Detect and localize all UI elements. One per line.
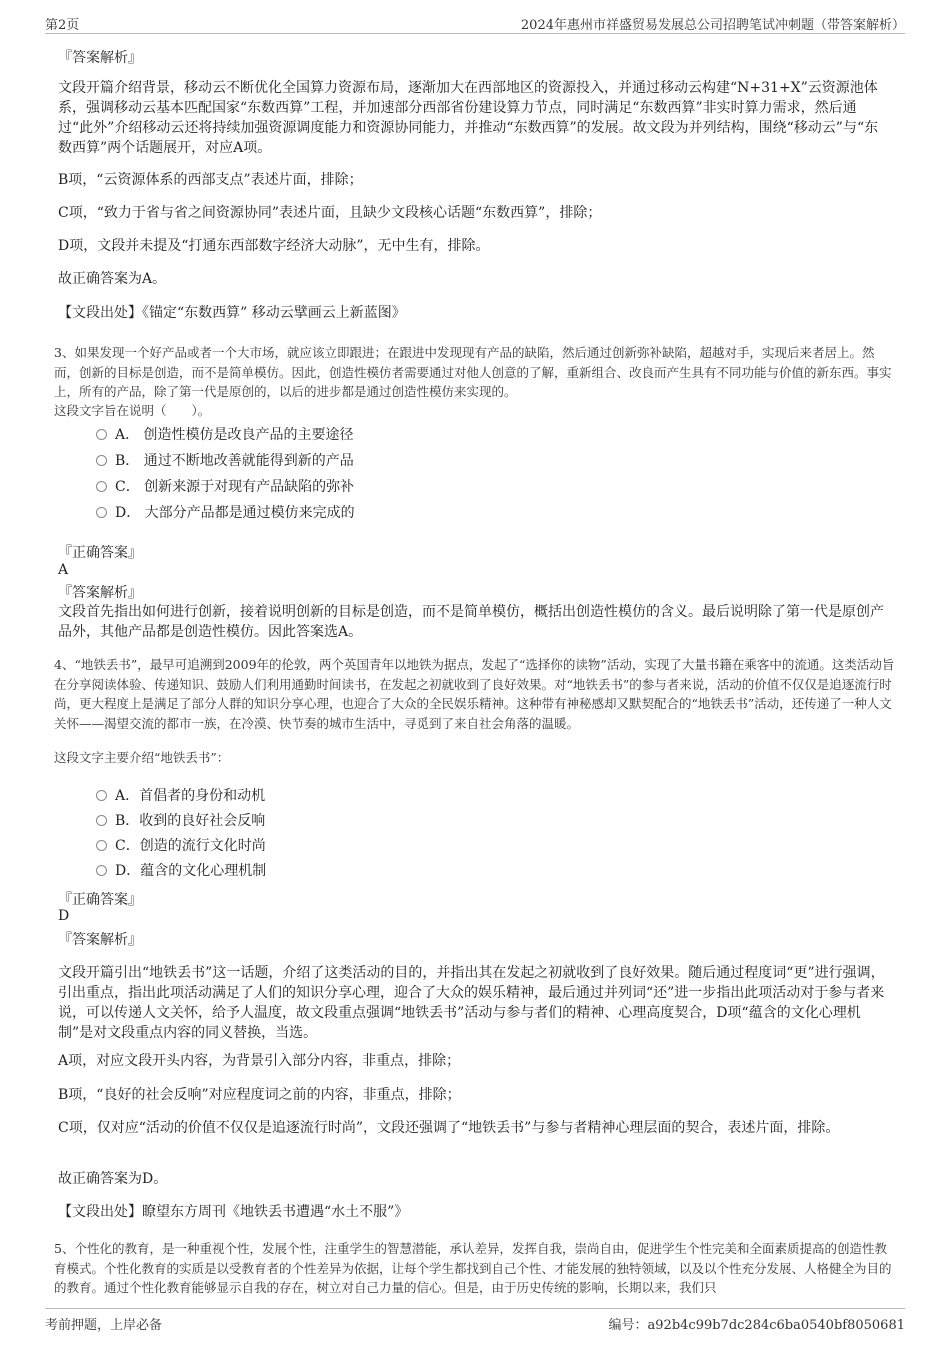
option-b-explanation: B项，“云资源体系的西部支点”表述片面，排除； bbox=[58, 172, 363, 188]
analysis-tag: 『答案解析』 bbox=[58, 50, 142, 66]
question-3-option-b[interactable]: B． 通过不断地改善就能得到新的产品 bbox=[96, 450, 354, 470]
question-4-answer: D bbox=[58, 908, 70, 924]
option-a-explanation: A项，对应文段开头内容，为背景引入部分内容，非重点，排除； bbox=[58, 1053, 461, 1069]
answer-tag: 『正确答案』 bbox=[58, 545, 142, 561]
conclusion: 故正确答案为D。 bbox=[58, 1171, 168, 1187]
option-b-explanation: B项，“良好的社会反响”对应程度词之前的内容，非重点，排除； bbox=[58, 1087, 461, 1103]
conclusion: 故正确答案为A。 bbox=[58, 271, 167, 287]
question-3-stem: 3、如果发现一个好产品或者一个大市场，就应该立即跟进；在跟进中发现现有产品的缺陷，然后通过创新弥补缺陷，超越对手，实现后来者居上。然而，创新的目标是创造，而不是简单模仿。因此，创造性模仿者需要通过对他人创意的了解，重新组合、改良而产生具有不同功能与价值的新东西。事实上，所有的产品，除了第一代是原创的，以后的进步都是通过创造性模仿来实现的。 bbox=[54, 345, 892, 399]
question-3-answer: A bbox=[58, 562, 69, 578]
header-rule bbox=[45, 33, 905, 34]
question-4-option-a[interactable]: A．首倡者的身份和动机 bbox=[96, 785, 265, 805]
source-citation: 【文段出处】瞭望东方周刊《地铁丢书遭遇“水土不服”》 bbox=[58, 1204, 409, 1220]
question-4-option-d[interactable]: D．蕴含的文化心理机制 bbox=[96, 860, 266, 880]
document-title: 2024年惠州市祥盛贸易发展总公司招聘笔试冲刺题（带答案解析） bbox=[520, 18, 905, 33]
radio-icon[interactable] bbox=[96, 507, 107, 518]
question-4-prompt: 这段文字主要介绍“地铁丢书”： bbox=[54, 750, 230, 765]
question-3-option-c[interactable]: C． 创新来源于对现有产品缺陷的弥补 bbox=[96, 476, 354, 496]
analysis-tag: 『答案解析』 bbox=[58, 585, 142, 601]
radio-icon[interactable] bbox=[96, 790, 107, 801]
question-3-option-d[interactable]: D． 大部分产品都是通过模仿来完成的 bbox=[96, 502, 355, 522]
question-4-option-c[interactable]: C．创造的流行文化时尚 bbox=[96, 835, 266, 855]
question-3-option-a[interactable]: A． 创造性模仿是改良产品的主要途径 bbox=[96, 424, 354, 444]
footer-code: 编号：a92b4c99b7dc284c6ba0540bf8050681 bbox=[608, 1318, 905, 1333]
option-c-explanation: C项，“致力于省与省之间资源协同”表述片面，且缺少文段核心话题“东数西算”，排除； bbox=[58, 205, 602, 221]
answer-tag: 『正确答案』 bbox=[58, 892, 142, 908]
source-citation: 【文段出处】《锚定“东数西算” 移动云擘画云上新蓝图》 bbox=[58, 305, 406, 321]
radio-icon[interactable] bbox=[96, 455, 107, 466]
radio-icon[interactable] bbox=[96, 429, 107, 440]
page-number: 第2页 bbox=[45, 18, 80, 33]
footer-slogan: 考前押题，上岸必备 bbox=[45, 1318, 163, 1333]
option-c-explanation: C项，仅对应“活动的价值不仅仅是追逐流行时尚”，文段还强调了“地铁丢书”与参与者精神心理层面的契合，表述片面，排除。 bbox=[58, 1120, 840, 1136]
question-3-prompt: 这段文字旨在说明（ ）。 bbox=[54, 403, 211, 418]
radio-icon[interactable] bbox=[96, 815, 107, 826]
radio-icon[interactable] bbox=[96, 840, 107, 851]
analysis-paragraph: 文段开篇介绍背景，移动云不断优化全国算力资源布局，逐渐加大在西部地区的资源投入，并通过移动云构建“N+31+X”云资源池体系，强调移动云基本匹配国家“东数西算”工程，并加速部分西部省份建设算力节点，同时满足“东数西算”非实时算力需求，然后通过“此外”介绍移动云还将持续加强资源调度能力和资源协同能力，并推动“东数西算”的发展。故文段为并列结构，围绕“移动云”与“东数西算”两个话题展开，对应A项。 bbox=[58, 80, 879, 156]
radio-icon[interactable] bbox=[96, 481, 107, 492]
option-d-explanation: D项，文段并未提及“打通东西部数字经济大动脉”，无中生有，排除。 bbox=[58, 238, 490, 254]
footer-rule bbox=[45, 1308, 905, 1309]
question-4-analysis: 文段开篇引出“地铁丢书”这一话题，介绍了这类活动的目的，并指出其在发起之初就收到了良好效果。随后通过程度词“更”进行强调，引出重点，指出此项活动满足了人们的知识分享心理，迎合了大众的娱乐精神，最后通过并列词“还”进一步指出此项活动对于参与者来说，可以传递人文关怀，给予人温度，故文段重点强调“地铁丢书”活动与参与者们的精神、心理高度契合，D项“蕴含的文化心理机制”是对文段重点内容的同义替换，当选。 bbox=[58, 965, 885, 1041]
question-5-stem: 5、个性化的教育，是一种重视个性，发展个性，注重学生的智慧潜能，承认差异，发挥自我，崇尚自由，促进学生个性完美和全面素质提高的创造性教育模式。个性化教育的实质是以受教育者的个性差异为依据，让每个学生都找到自己个性、才能发展的独特领域，以及以个性充分发展、人格健全为目的的教育。通过个性化教育能够显示自我的存在，树立对自己力量的信心。但是，由于历史传统的影响，长期以来，我们只 bbox=[54, 1241, 892, 1295]
question-4-stem: 4、“地铁丢书”，最早可追溯到2009年的伦敦，两个英国青年以地铁为据点，发起了“选择你的读物”活动，实现了大量书籍在乘客中的流通。这类活动旨在分享阅读体验、传递知识、鼓励人们利用通勤时间读书，在发起之初就收到了良好效果。对“地铁丢书”的参与者来说，活动的价值不仅仅是追逐流行时尚，更大程度上是满足了部分人群的知识分享心理，也迎合了大众的全民娱乐精神。这种带有神秘感却又默契配合的“地铁丢书”活动，还传递了一种人文关怀——渴望交流的都市一族，在冷漠、快节奏的城市生活中，寻觅到了来自社会角落的温暖。 bbox=[54, 657, 895, 731]
radio-icon[interactable] bbox=[96, 865, 107, 876]
analysis-tag: 『答案解析』 bbox=[58, 932, 142, 948]
question-3-analysis: 文段首先指出如何进行创新，接着说明创新的目标是创造，而不是简单模仿，概括出创造性模仿的含义。最后说明除了第一代是原创产品外，其他产品都是创造性模仿。因此答案选A。 bbox=[58, 604, 884, 640]
question-4-option-b[interactable]: B．收到的良好社会反响 bbox=[96, 810, 265, 830]
